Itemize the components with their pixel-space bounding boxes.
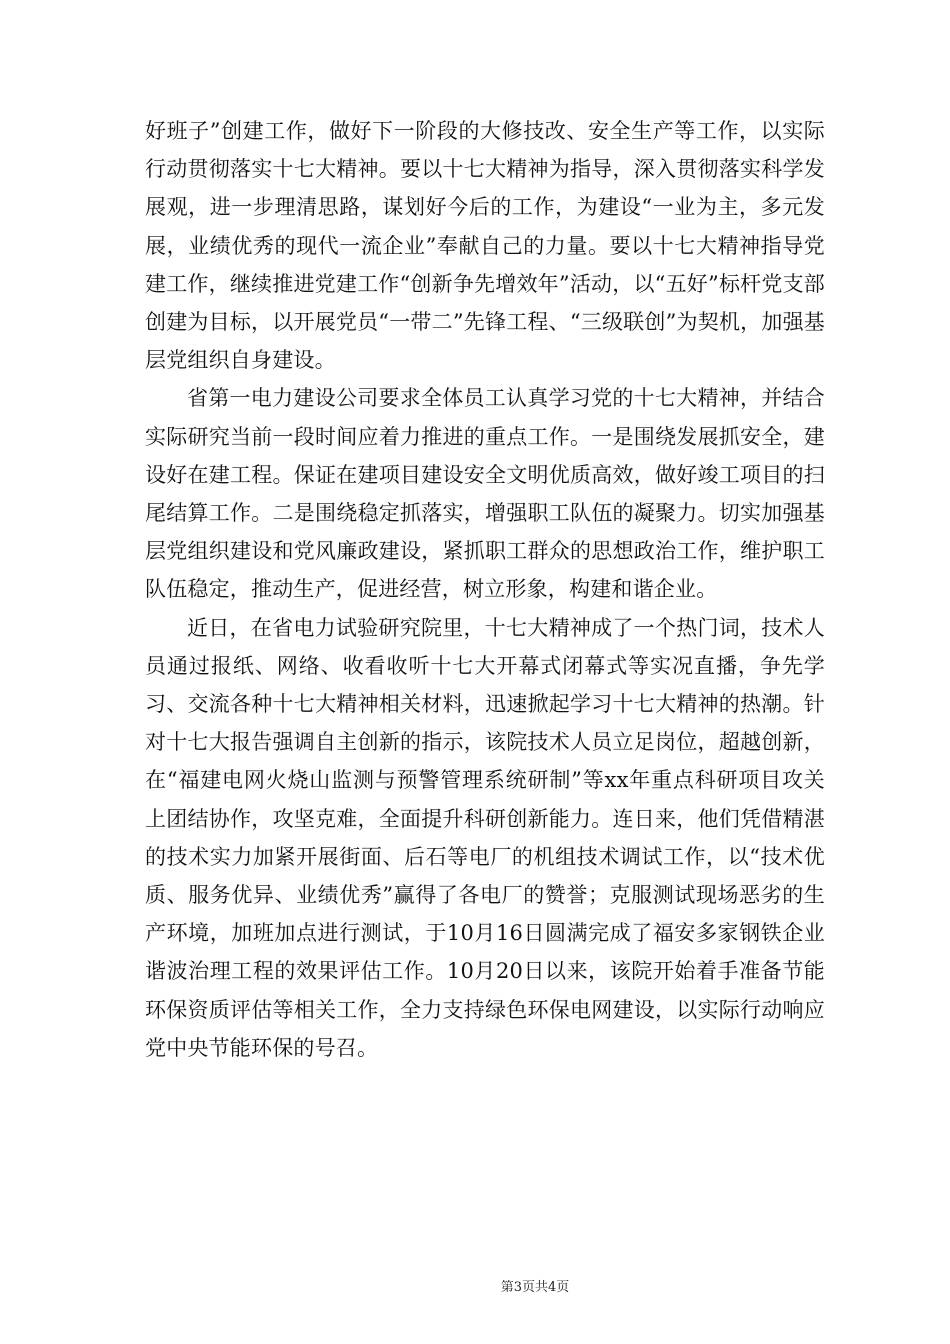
paragraph-1: 好班子”创建工作，做好下一阶段的大修技改、安全生产等工作，以实际行动贯彻落实十七大精神。要以十七大精神为指导，深入贯彻落实科学发展观，进一步理清思路，谋划好今后的工作，为建设“一业为主，多元发展，业绩优秀的现代一流企业”奉献自己的力量。要以十七大精神指导党建工作，继续推进党建工作“创新争先增效年”活动，以“五好”标杆党支部创建为目标，以开展党员“一带二”先锋工程、“三级联创”为契机，加强基层党组织自身建设。 bbox=[145, 119, 825, 373]
document-body bbox=[145, 112, 825, 1067]
paragraph-3: 近日，在省电力试验研究院里，十七大精神成了一个热门词，技术人员通过报纸、网络、收看收听十七大开幕式闭幕式等实况直播，争先学习、交流各种十七大精神相关材料，迅速掀起学习十七大精神的热潮。针对十七大报告强调自主创新的指示，该院技术人员立足岗位，超越创新，在“福建电网火烧山监测与预警管理系统研制”等xx年重点科研项目攻关上团结协作，攻坚克难，全面提升科研创新能力。连日来，他们凭借精湛的技术实力加紧开展街面、后石等电厂的机组技术调试工作，以“技术优质、服务优异、业绩优秀”赢得了各电厂的赞誉；克服测试现场恶劣的生产环境，加班加点进行测试，于10月16日圆满完成了福安多家钢铁企业谐波治理工程的效果评估工作。10月20日以来，该院开始着手准备节能环保资质评估等相关工作，全力支持绿色环保电网建设，以实际行动响应党中央节能环保的号召。 bbox=[145, 615, 825, 1060]
paragraph-2: 省第一电力建设公司要求全体员工认真学习党的十七大精神，并结合实际研究当前一段时间应着力推进的重点工作。一是围绕发展抓安全，建设好在建工程。保证在建项目建设安全文明优质高效，做好竣工项目的扫尾结算工作。二是围绕稳定抓落实，增强职工队伍的凝聚力。切实加强基层党组织建设和党风廉政建设，紧抓职工群众的思想政治工作，维护职工队伍稳定，推动生产，促进经营，树立形象，构建和谐企业。 bbox=[145, 386, 825, 602]
page-number-footer: 第3页共4页 bbox=[500, 1280, 570, 1295]
